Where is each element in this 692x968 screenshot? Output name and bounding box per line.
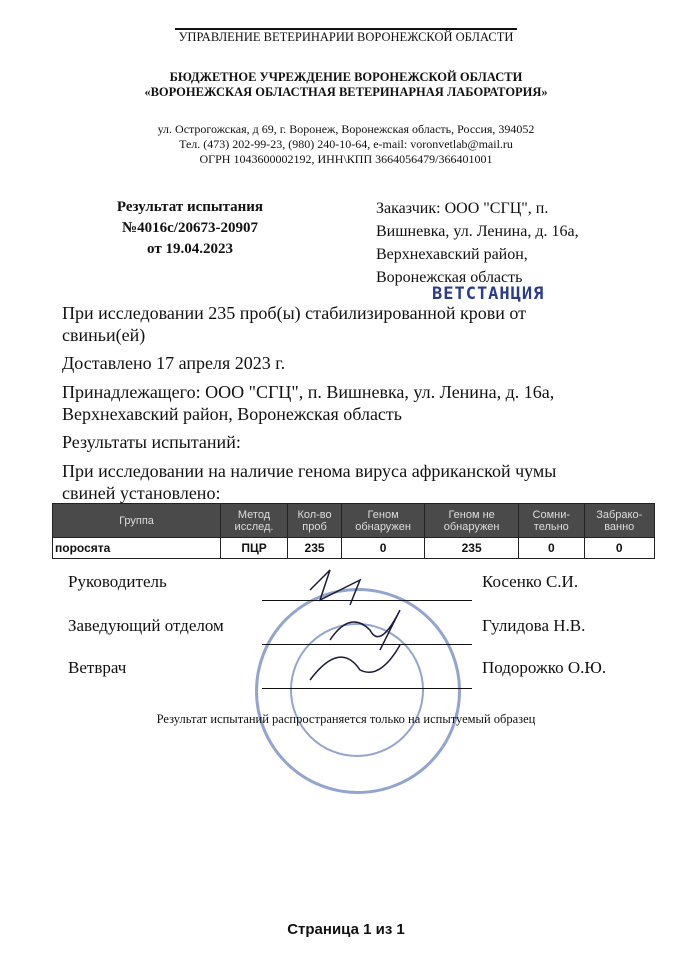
signature-line xyxy=(262,688,472,689)
org-line-2: «ВОРОНЕЖСКАЯ ОБЛАСТНАЯ ВЕТЕРИНАРНАЯ ЛАБОРАТОРИЯ» xyxy=(144,85,548,99)
signature-line xyxy=(262,600,472,601)
result-date: от 19.04.2023 xyxy=(147,241,233,257)
body-line: Верхнехавский район, Воронежская область xyxy=(62,404,402,424)
customer-line: Воронежская область xyxy=(376,269,523,286)
vetstation-stamp: ВЕТСТАНЦИЯ xyxy=(432,284,545,304)
customer-line: Верхнехавский район, xyxy=(376,246,528,263)
signature-name: Косенко С.И. xyxy=(482,572,579,591)
body-line: Результаты испытаний: xyxy=(62,432,241,452)
cell: 0 xyxy=(519,538,584,559)
body-line: Принадлежащего: ООО "СГЦ", п. Вишневка, ул. Ленина, д. 16а, xyxy=(62,382,555,402)
customer-block xyxy=(376,197,579,289)
signature-role: Заведующий отделом xyxy=(68,616,224,635)
col-header: Геном не обнаружен xyxy=(425,504,519,538)
customer-line: Заказчик: ООО "СГЦ", п. xyxy=(376,200,549,217)
signature-role: Ветврач xyxy=(68,658,127,677)
contacts: Тел. (473) 202-99-23, (980) 240-10-64, e-mail: voronvetlab@mail.ru xyxy=(179,137,513,151)
body-line: Доставлено 17 апреля 2023 г. xyxy=(62,353,286,373)
department-header: УПРАВЛЕНИЕ ВЕТЕРИНАРИИ ВОРОНЕЖСКОЙ ОБЛАСТИ xyxy=(0,30,692,45)
table-row xyxy=(53,538,655,559)
col-header: Кол-во проб xyxy=(288,504,342,538)
cell: 235 xyxy=(288,538,342,559)
results-table xyxy=(52,503,655,559)
body-line: При исследовании на наличие генома вируса африканской чумы xyxy=(62,461,557,481)
customer-line: Вишневка, ул. Ленина, д. 16а, xyxy=(376,223,579,240)
signature-role: Руководитель xyxy=(68,572,167,591)
org-line-1: БЮДЖЕТНОЕ УЧРЕЖДЕНИЕ ВОРОНЕЖСКОЙ ОБЛАСТИ xyxy=(169,70,523,84)
cell: 0 xyxy=(584,538,655,559)
address: ул. Острогожская, д 69, г. Воронеж, Воронежская область, Россия, 394052 xyxy=(157,122,535,136)
result-block xyxy=(80,197,300,260)
signature-name: Гулидова Н.В. xyxy=(482,616,586,635)
col-header: Метод исслед. xyxy=(221,504,288,538)
page-number: Страница 1 из 1 xyxy=(287,921,405,938)
table-header-row xyxy=(53,504,655,538)
result-number: №4016с/20673-20907 xyxy=(122,220,258,236)
org-ids: ОГРН 1043600002192, ИНН\КПП 3664056479/366401001 xyxy=(199,152,493,166)
footer-note: Результат испытаний распространяется только на испытуемый образец xyxy=(156,712,536,726)
col-header: Геном обнаружен xyxy=(342,504,425,538)
col-header: Сомни-тельно xyxy=(519,504,584,538)
body-text xyxy=(62,302,642,504)
cell: 0 xyxy=(342,538,425,559)
body-line: свиньи(ей) xyxy=(62,325,146,345)
body-line: свиней установлено: xyxy=(62,483,221,503)
signature-line xyxy=(262,644,472,645)
result-title: Результат испытания xyxy=(116,199,264,215)
col-header: Группа xyxy=(53,504,221,538)
body-line: При исследовании 235 проб(ы) стабилизированной крови от xyxy=(62,303,527,323)
cell: 235 xyxy=(425,538,519,559)
col-header: Забрако-ванно xyxy=(584,504,655,538)
signature-name: Подорожко О.Ю. xyxy=(482,658,607,677)
cell: ПЦР xyxy=(221,538,288,559)
cell: поросята xyxy=(53,538,221,559)
handwritten-signatures xyxy=(290,560,440,700)
